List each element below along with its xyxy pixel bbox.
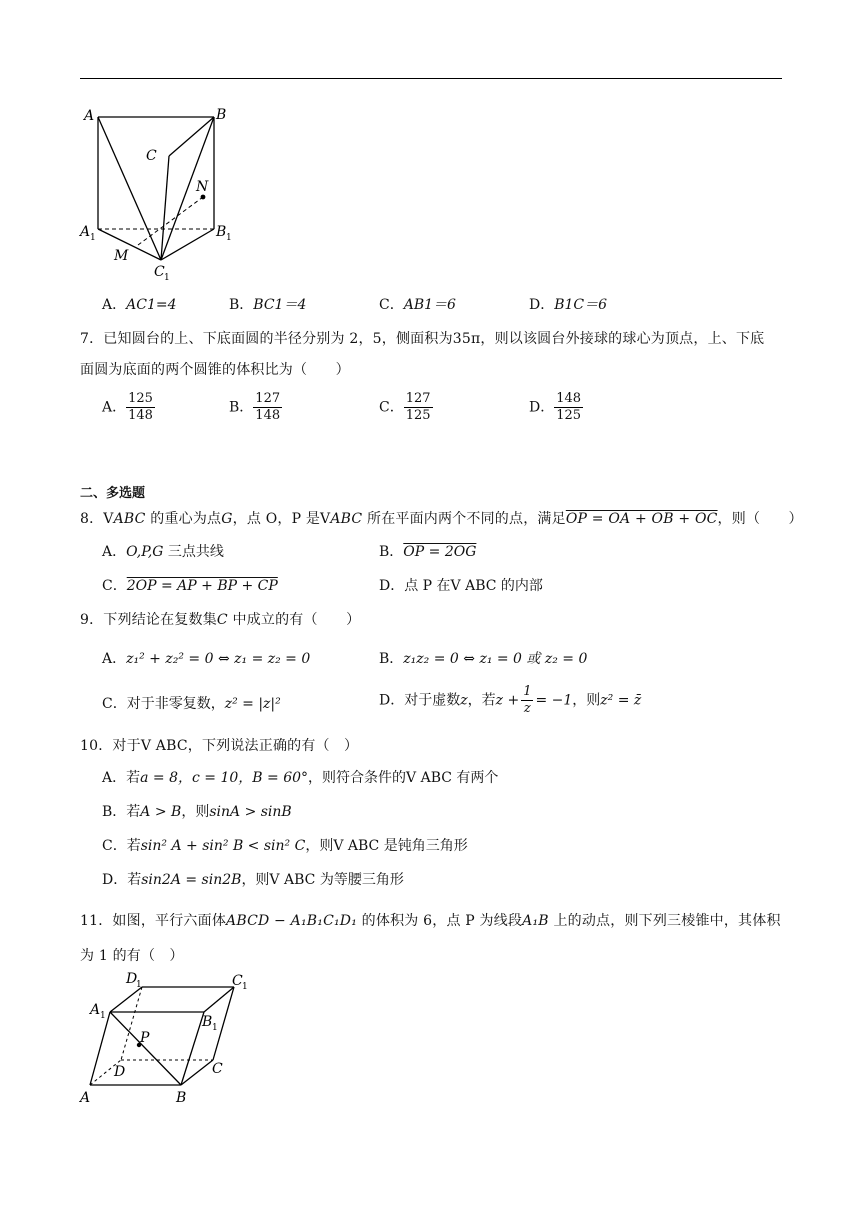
- q9-option-c: C．对于非零复数，z² = |z|²: [102, 696, 281, 712]
- q10-option-b: B．若A > B，则sinA > sinB: [102, 804, 292, 820]
- q7-option-d: D． $\frac{148}{125}$: [529, 391, 582, 423]
- header-rule: [80, 78, 782, 79]
- q10-option-d: D．若sin2A = sin2B，则V ABC 为等腰三角形: [102, 872, 404, 888]
- label-A: A: [80, 1090, 91, 1106]
- q7-stem-line1: 7．已知圆台的上、下底面圆的半径分别为 2，5，侧面积为35π，则以该圆台外接球的球心为顶点，上、下底: [80, 331, 765, 347]
- label-P: P: [140, 1030, 150, 1046]
- label-C1-sub: 1: [164, 273, 170, 282]
- label-B1-sub: 1: [212, 1023, 218, 1033]
- label-N: N: [196, 179, 209, 195]
- q10-stem: 10．对于V ABC，下列说法正确的有（ ）: [80, 738, 359, 754]
- label-A1-sub: 1: [90, 233, 96, 243]
- label-M: M: [114, 248, 129, 264]
- label-A1: A: [90, 1002, 101, 1018]
- q9-stem: 9．下列结论在复数集C 中成立的有（ ）: [80, 612, 361, 628]
- q8-option-a: A．O,P,G 三点共线: [102, 544, 224, 560]
- q8-option-d: D．点 P 在V ABC 的内部: [379, 578, 543, 594]
- q7-stem-line2: 面圆为底面的两个圆锥的体积比为（ ）: [80, 362, 350, 378]
- label-A1: A: [80, 224, 91, 240]
- label-A1-sub: 1: [100, 1011, 106, 1021]
- q6-option-b: B．BC1＝4: [229, 297, 307, 313]
- q10-option-a: A．若a = 8，c = 10，B = 60°，则符合条件的V ABC 有两个: [102, 770, 499, 786]
- section-heading-multiple-choice: 二、多选题: [80, 486, 146, 501]
- q11-stem-line2: 为 1 的有（ ）: [80, 948, 184, 964]
- label-B: B: [216, 107, 227, 123]
- q7-option-c: C． $\frac{127}{125}$: [379, 391, 431, 423]
- q7-option-a: A． $\frac{125}{148}$: [102, 391, 153, 423]
- prism-figure: [78, 100, 238, 282]
- q11-stem-line1: 11．如图，平行六面体ABCD − A₁B₁C₁D₁ 的体积为 6，点 P 为线段A₁B 上的动点，则下列三棱锥中，其体积: [80, 913, 781, 929]
- label-D1: D: [126, 971, 138, 987]
- label-B: B: [176, 1090, 187, 1106]
- label-D1-sub: 1: [136, 980, 142, 990]
- label-C1-sub: 1: [242, 982, 248, 992]
- q8-option-b: B．OP = 2OG: [379, 544, 477, 560]
- label-A: A: [84, 108, 95, 124]
- label-C1: C: [154, 264, 165, 280]
- label-B1-sub: 1: [226, 233, 232, 243]
- q8-option-c: C．2OP = AP + BP + CP: [102, 578, 278, 594]
- q10-option-c: C．若sin² A + sin² B < sin² C，则V ABC 是钝角三角形: [102, 838, 468, 854]
- q9-option-d: D．对于虚数z，若z + $\frac{1}{z}$ = −1，则z² = z̄: [379, 684, 642, 716]
- q8-stem: 8．VABC 的重心为点G，点 O，P 是VABC 所在平面内两个不同的点，满足OP = OA + OB + OC，则（ ）: [80, 511, 803, 527]
- label-C1: C: [232, 973, 243, 989]
- label-B1: B: [216, 224, 227, 240]
- label-C: C: [212, 1061, 223, 1077]
- parallelepiped-figure: [76, 970, 256, 1110]
- q6-option-d: D．B1C＝6: [529, 297, 608, 313]
- q6-option-a: A．AC1=4: [102, 297, 177, 313]
- label-B1: B: [202, 1014, 213, 1030]
- q7-option-b: B． $\frac{127}{148}$: [229, 391, 281, 423]
- label-D: D: [114, 1064, 126, 1080]
- q9-option-a: A．z₁² + z₂² = 0 ⇔ z₁ = z₂ = 0: [102, 651, 311, 667]
- label-C: C: [146, 148, 157, 164]
- q6-option-c: C．AB1＝6: [379, 297, 456, 313]
- q9-option-b: B．z₁z₂ = 0 ⇔ z₁ = 0 或 z₂ = 0: [379, 651, 588, 667]
